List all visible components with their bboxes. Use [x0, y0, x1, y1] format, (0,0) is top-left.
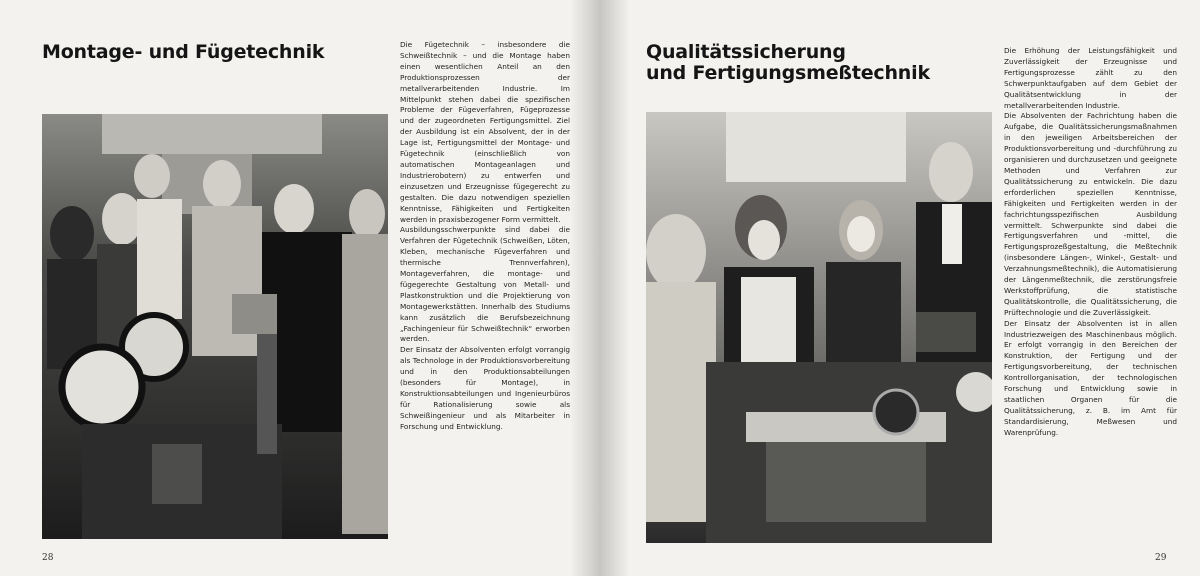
paragraph: Der Einsatz der Absolventen erfolgt vorrangig als Technologe in der Produktionsvorbereitung und in den Produktionsabteilungen (besonders für Montage), in Konstruktionsabteilungen und Ingenieurbüros für Rationalisierung sowie als Schweißingenieur und als Mitarbeiter in Forschung und Entwicklung. — [400, 345, 570, 431]
photo-students-welding-lab — [42, 114, 388, 539]
right-page — [600, 0, 1200, 576]
page-title — [646, 42, 966, 84]
photo-graphic — [646, 112, 992, 543]
paragraph: Der Einsatz der Absolventen ist in allen Industriezweigen des Maschinenbaus möglich. Er erfolgt vorrangig in den Bereichen der Konstruktion, der Fertigung und der Fertigungsvorbereitung, der technischen Kontrollorganisation, der technologischen Forschung und Entwicklung sowie in staatlichen Organen für die Qualitätssicherung, z. B. im Amt für Standardisierung, Meßwesen und Warenprüfung. — [1004, 318, 1177, 437]
gutter-shadow — [570, 0, 600, 576]
page-number: 28 — [42, 553, 54, 563]
title-line: und Fertigungsmeßtechnik — [646, 62, 930, 84]
page-number: 29 — [1155, 553, 1167, 563]
paragraph: Ausbildungsschwerpunkte sind dabei die Verfahren der Fügetechnik (Schweißen, Löten, Kleben, mechanische Fügeverfahren und thermische Trennverfahren), Montageverfahren, die montage- und fügegerechte Gestaltung von Metall- und Plastkonstruktion und die Projektierung von Montagewerkstätten. Innerhalb des Studiums kann zusätzlich die Berufsbezeichnung „Fachingenieur für Schweißtechnik“ erworben werden. — [400, 225, 570, 344]
paragraph: Die Absolventen der Fachrichtung haben die Aufgabe, die Qualitätssicherungsmaßnahmen in den jeweiligen Arbeitsbereichen der Produktionsvorbereitung und -durchführung zu organisieren und durchzusetzen und geeignete Methoden und Verfahren zur Qualitätssicherung zu entwickeln. Die dazu erforderlichen speziellen Kenntnisse, Fähigkeiten und Fertigkeiten werden in der fachrichtungsspezifischen Ausbildung vermittelt. Schwerpunkte sind dabei die Fertigungsverfahren und -mittel, die Fertigungsprozeßgestaltung, die Meßtechnik (insbesondere Längen-, Winkel-, Gestalt- und Verzahnungsmeßtechnik), die Automatisierung der Längenmeßtechnik, die zerstörungsfreie Werkstoffprüfung, die statistische Qualitätskontrolle, die Qualitätssicherung, die Prüftechnologie und die Zuverlässigkeit. — [1004, 111, 1177, 317]
title-line: Qualitätssicherung — [646, 41, 846, 63]
body-text — [400, 40, 570, 433]
gutter-shadow — [600, 0, 630, 576]
photo-graphic — [42, 114, 388, 539]
paragraph: Die Fügetechnik – insbesondere die Schweißtechnik – und die Montage haben einen wesentlichen Anteil an den Produktionsprozessen der metallverarbeitenden Industrie. Im Mittelpunkt stehen dabei die spezifischen Probleme der Fügeverfahren, Fügeprozesse und der zugeordneten Fertigungsmittel. Ziel der Ausbildung ist ein Absolvent, der in der Lage ist, Fertigungsmittel der Montage- und Fügetechnik (einschließlich von automatischen Montageanlagen und Industrierobotern) zu entwerfen und einzusetzen und Erzeugnisse fügegerecht zu gestalten. Die dazu notwendigen speziellen Kenntnisse, Fähigkeiten und Fertigkeiten werden in praxisbezogener Form vermittelt. — [400, 40, 570, 224]
photo-students-measuring-lab — [646, 112, 992, 543]
paragraph: Die Erhöhung der Leistungsfähigkeit und Zuverlässigkeit der Erzeugnisse und Fertigungsprozesse zählt zu den Schwerpunktaufgaben auf dem Gebiet der Qualitätsentwicklung in der metallverarbeitenden Industrie. — [1004, 46, 1177, 110]
page-title: Montage- und Fügetechnik — [42, 41, 325, 63]
body-text — [1004, 46, 1177, 439]
